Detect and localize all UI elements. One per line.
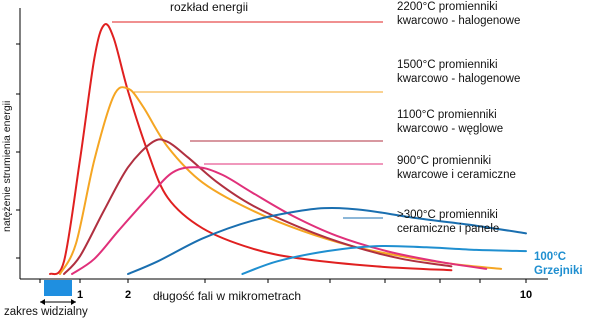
x-axis-label: długość fali w mikrometrach (153, 289, 302, 303)
visible-range-arrowhead-left (40, 299, 45, 305)
chart-title: rozkład energii (170, 0, 249, 14)
visible-range-label: zakres widzialny (4, 306, 88, 318)
x-tick-label: 1 (76, 289, 84, 301)
series-label-unit: °C (553, 251, 567, 263)
visible-range-arrowhead-right (71, 299, 76, 305)
series-label-unit: °C promienniki (416, 155, 492, 167)
series-label (397, 154, 516, 182)
series-label-type: kwarcowe i ceramiczne (397, 169, 516, 181)
series-label-temp: 100 (534, 251, 554, 263)
y-axis-label: natężenie strumienia energii (1, 100, 13, 232)
series-label-type: Grzejniki (534, 265, 583, 277)
series-label-unit: °C promienniki (422, 209, 498, 221)
series-label-temp: 900 (397, 155, 417, 167)
series-label-temp: 2200 (397, 1, 423, 13)
series-label-temp: 1100 (397, 109, 422, 121)
series-label-unit: °C promienniki (422, 1, 498, 13)
series-label (397, 0, 520, 28)
series-label (397, 108, 503, 136)
series-label-temp: >300 (397, 209, 423, 221)
series-line (50, 24, 451, 274)
x-tick-label: 10 (519, 289, 533, 301)
visible-range-band (44, 280, 72, 296)
series-label-type: kwarcowo - węglowe (397, 123, 504, 135)
series-label-type: ceramiczne i panele (397, 223, 500, 235)
series-label (397, 208, 499, 236)
series-label-unit: °C promienniki (421, 109, 497, 121)
series-label-temp: 1500 (397, 59, 423, 71)
x-tick-label: 2 (124, 289, 132, 301)
series-label-type: kwarcowo - halogenowe (397, 15, 521, 27)
series-label-unit: °C promienniki (422, 59, 498, 71)
series-label (397, 58, 520, 86)
series-label (534, 250, 583, 278)
series-label-type: kwarcowo - halogenowe (397, 73, 521, 85)
